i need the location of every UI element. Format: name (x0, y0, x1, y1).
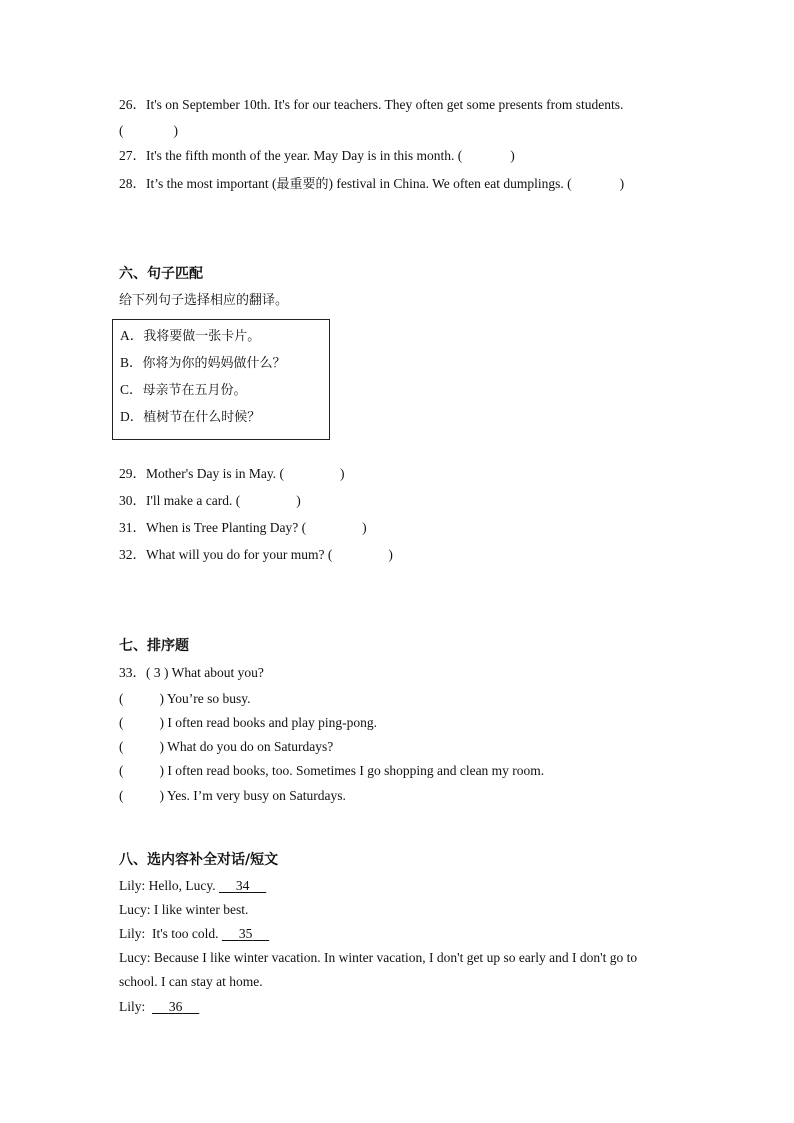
question-31 (119, 519, 367, 537)
paren-open: ( (119, 123, 124, 138)
question-number: 26． (119, 97, 146, 112)
question-26 (119, 96, 623, 114)
paren-close: ) (619, 176, 625, 191)
option-letter: A． (120, 328, 144, 343)
dialogue-text: It's too cold. (152, 926, 219, 941)
blank-number: 34 (235, 878, 250, 893)
question-number: 31． (119, 520, 146, 535)
question-32 (119, 546, 393, 564)
option-b (120, 354, 286, 373)
question-text: When is Tree Planting Day? ( (146, 520, 307, 535)
dialogue-line-3 (119, 925, 269, 943)
paren-open: ( (119, 788, 124, 803)
dialogue-line-5 (119, 973, 263, 991)
paren-close: ) (362, 520, 367, 535)
blank-number: 36 (168, 999, 183, 1014)
paren-open: ( (119, 763, 124, 778)
question-text: ) festival in China. We often eat dumplings. ( (328, 176, 572, 191)
sort-line-2 (119, 714, 377, 732)
dialogue-text: I like winter best. (153, 902, 249, 917)
section-title-8: 八、选内容补全对话/短文 (119, 852, 279, 868)
question-text: ( 3 ) What about you? (146, 665, 264, 680)
question-number: 27． (119, 148, 146, 163)
question-text: It’s the most important ( (146, 176, 277, 191)
blank-number: 35 (238, 926, 253, 941)
paren-open: ( (119, 691, 124, 706)
speaker: Lily: (119, 926, 146, 941)
question-28 (119, 175, 624, 194)
option-text: 植树节在什么时候？ (143, 410, 261, 425)
fill-blank-35[interactable] (222, 925, 269, 943)
question-29 (119, 465, 345, 483)
question-number: 30． (119, 493, 146, 508)
answer-blank-26[interactable] (119, 122, 178, 140)
speaker: Lucy: (119, 950, 151, 965)
question-text: It's the fifth month of the year. May Day is in this month. ( (146, 148, 463, 163)
question-text: Mother's Day is in May. ( (146, 466, 285, 481)
question-27 (119, 147, 515, 165)
dialogue-line-6 (119, 998, 199, 1016)
option-d (120, 408, 260, 427)
question-number: 28． (119, 176, 146, 191)
option-letter: D． (120, 409, 144, 424)
paren-close: ) (159, 715, 164, 730)
question-number: 29． (119, 466, 146, 481)
sort-text: You’re so busy. (166, 691, 251, 706)
question-text-cn: 最重要的 (276, 177, 329, 192)
question-text: I'll make a card. ( (146, 493, 241, 508)
paren-close: ) (340, 466, 345, 481)
paren-close: ) (159, 739, 164, 754)
fill-blank-34[interactable] (219, 877, 266, 895)
paren-close: ) (159, 788, 164, 803)
sort-text: I often read books, too. Sometimes I go shopping and clean my room. (167, 763, 545, 778)
sort-text: What do you do on Saturdays? (167, 739, 334, 754)
options-box (112, 319, 330, 440)
sort-text: I often read books and play ping-pong. (167, 715, 377, 730)
paren-close: ) (388, 547, 393, 562)
dialogue-text: Hello, Lucy. (148, 878, 216, 893)
option-text: 我将要做一张卡片。 (143, 329, 261, 344)
paren-close: ) (510, 148, 515, 163)
sort-text: Yes. I’m very busy on Saturdays. (166, 788, 346, 803)
option-a (120, 327, 260, 346)
section-title-6: 六、句子匹配 (119, 266, 203, 282)
paren-close: ) (173, 123, 178, 138)
sort-line-5 (119, 787, 346, 805)
question-33 (119, 664, 264, 682)
question-number: 32． (119, 547, 146, 562)
dialogue-text: school. I can stay at home. (119, 974, 263, 989)
speaker: Lily: (119, 878, 146, 893)
paren-close: ) (296, 493, 301, 508)
option-c (120, 381, 247, 400)
paren-open: ( (119, 739, 124, 754)
paren-open: ( (119, 715, 124, 730)
option-text: 你将为你的妈妈做什么？ (142, 356, 286, 371)
section-instruction-6: 给下列句子选择相应的翻译。 (119, 293, 289, 308)
dialogue-line-1 (119, 877, 266, 895)
dialogue-text: Because I like winter vacation. In winter vacation, I don't get up so early and I don't go to (153, 950, 638, 965)
paren-close: ) (159, 763, 164, 778)
option-letter: C． (120, 382, 143, 397)
option-text: 母亲节在五月份。 (142, 383, 247, 398)
question-text: It's on September 10th. It's for our teachers. They often get some presents from students. (146, 97, 624, 112)
sort-line-4 (119, 762, 544, 780)
fill-blank-36[interactable] (152, 998, 199, 1016)
dialogue-line-2 (119, 901, 248, 919)
question-number: 33． (119, 665, 146, 680)
sort-line-1 (119, 690, 251, 708)
speaker: Lucy: (119, 902, 151, 917)
question-30 (119, 492, 301, 510)
speaker: Lily: (119, 999, 146, 1014)
question-text: What will you do for your mum? ( (146, 547, 333, 562)
sort-line-3 (119, 738, 333, 756)
option-letter: B． (120, 355, 143, 370)
dialogue-line-4 (119, 949, 637, 967)
section-title-7: 七、排序题 (119, 638, 189, 654)
paren-close: ) (159, 691, 164, 706)
